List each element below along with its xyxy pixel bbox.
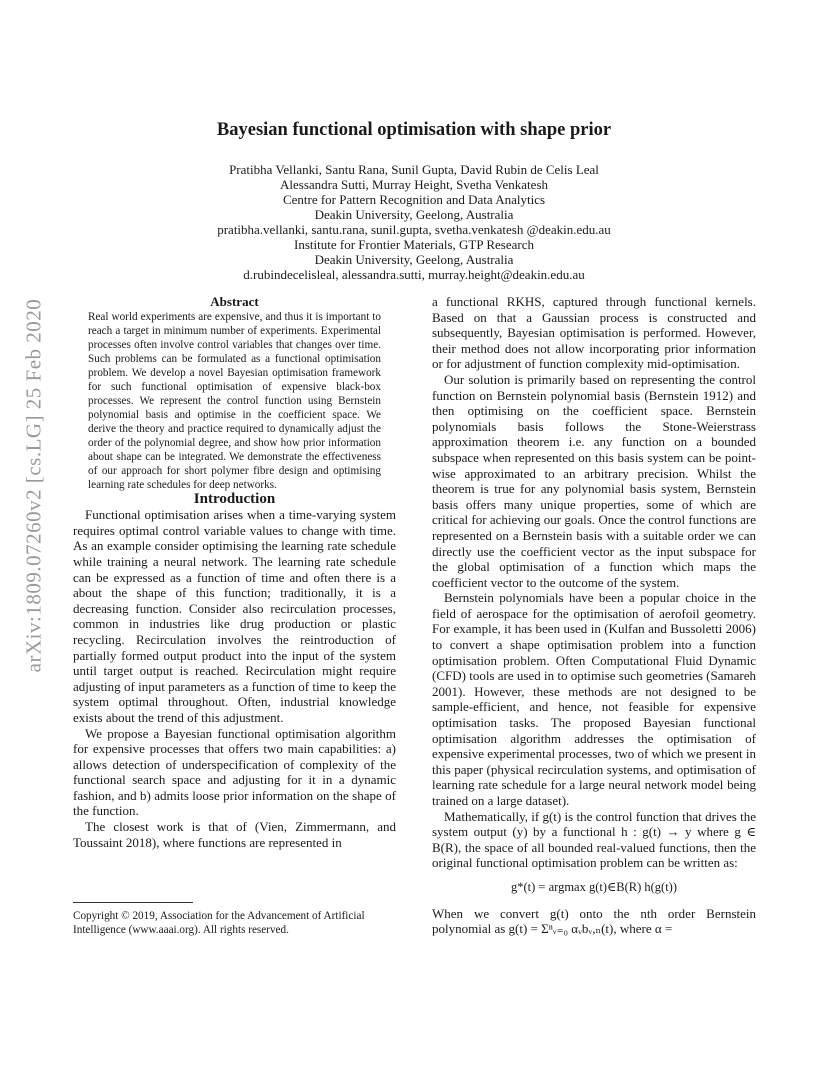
affiliation-line: Centre for Pattern Recognition and Data Analytics <box>282 192 546 207</box>
left-column <box>73 294 396 850</box>
email-line: pratibha.vellanki, santu.rana, sunil.gupta, svetha.venkatesh @deakin.edu.au <box>217 222 611 237</box>
footnote-rule <box>73 902 193 903</box>
body-paragraph: a functional RKHS, captured through functional kernels. Based on that a Gaussian process is constructed and subsequently, Bayesian optimisation is performed. However, their method does not allow incorporating prior information or for adjustment of function complexity mid-optimisation. <box>432 294 756 372</box>
body-paragraph: Bernstein polynomials have been a popular choice in the field of aerospace for the optimisation of aerofoil geometry. For example, it has been used in (Kulfan and Bussoletti 2006) to convert a shape optimisation problem into a function optimisation problem. Often Computational Fluid Dynamic (CFD) tools are used in to optimise such geometries (Samareh 2001). However, these methods are not designed to be sample-efficient, and hence, not feasible for expensive optimisation tasks. The proposed Bayesian functional optimisation algorithm addresses the optimisation of expensive experimental processes, two of which we present in this paper (physical recirculation systems, and optimisation of learning rate schedule for a large neural network model being trained on a large dataset). <box>432 590 756 808</box>
affiliation-line: Deakin University, Geelong, Australia <box>314 252 514 267</box>
body-paragraph: When we convert g(t) onto the nth order Bernstein polynomial as g(t) = Σⁿᵥ₌₀ αᵥbᵥ,ₙ(t), where α = <box>432 905 756 937</box>
author-line: Alessandra Sutti, Murray Height, Svetha Venkatesh <box>279 177 549 192</box>
introduction-heading: Introduction <box>193 490 276 507</box>
abstract-text: Real world experiments are expensive, and thus it is important to reach a target in minimum number of experiments. Experimental processes often involve control variables that changes over time. Such problems can be formulated as a functional optimisation problem. We develop a novel Bayesian optimisation framework for such functional optimisation of expensive black-box processes. We represent the control function using Bernstein polynomial basis and optimise in the coefficient space. We derive the theory and practice required to dynamically adjust the order of the polynomial degree, and show how prior information about shape can be integrated. We demonstrate the effectiveness of our approach for short polymer fibre design and optimising learning rate schedules for deep networks. <box>88 310 381 491</box>
body-paragraph: The closest work is that of (Vien, Zimmermann, and Toussaint 2018), where functions are represented in <box>73 819 396 850</box>
body-paragraph: Our solution is primarily based on representing the control function on Bernstein polynomial basis (Bernstein 1912) and then optimising on the coefficient space. Bernstein polynomials basis follows the Stone-Weierstrass approximation theorem i.e. any function on a bounded subspace when represented on this basis system can be point-wise approximated to an arbitrary precision. Whilst the theorem is true for any polynomial basis system, Bernstein basis offers many unique properties, some of which are critical for achieving our goals. Once the control functions are represented on a Bernstein basis with a suitable order we can directly use the coefficient vector as the input subspace for the global optimisation of a function which maps the coefficient vector to the outcome of the system. <box>432 371 756 590</box>
body-paragraph: Functional optimisation arises when a time-varying system requires optimal control variable values to change with time. As an example consider optimising the learning rate schedule while training a neural network. The learning rate schedule can be expressed as a function of time and often there is a about the shape of this function; traditionally, it is a decreasing function. Consider also recirculation processes, common in industries like drug production or plastic recycling. Recirculation involves the reintroduction of partially formed output product into the input of the system until target output is reached. Recirculation might require adjusting of input parameters as a function of time to keep the system optimal throughout. Often, industrial knowledge exists about the trend of this adjustment. <box>73 507 396 725</box>
affiliation-line: Deakin University, Geelong, Australia <box>314 207 514 222</box>
affiliation-line: Institute for Frontier Materials, GTP Research <box>294 237 534 252</box>
right-column <box>432 294 756 937</box>
author-line: Pratibha Vellanki, Santu Rana, Sunil Gupta, David Rubin de Celis Leal <box>229 162 599 177</box>
email-line: d.rubindecelisleal, alessandra.sutti, murray.height@deakin.edu.au <box>243 267 585 282</box>
copyright-text: Copyright © 2019, Association for the Advancement of Artificial Intelligence (www.aaai.org). All rights reserved. <box>73 910 365 936</box>
body-paragraph: We propose a Bayesian functional optimisation algorithm for expensive processes that offers two main capabilities: a) allows detection of underspecification of complexity of the functional search space and adjusting for it in a dynamic fashion, and b) admits loose prior information on the shape of the function. <box>73 725 396 819</box>
copyright-footnote <box>73 902 396 938</box>
author-block <box>120 162 708 282</box>
arxiv-identifier[interactable]: arXiv:1809.07260v2 [cs.LG] 25 Feb 2020 <box>21 298 46 672</box>
paper-title: Bayesian functional optimisation with shape prior <box>216 120 612 140</box>
arxiv-stamp <box>20 260 48 710</box>
equation: g*(t) = argmax g(t)∈B(R) h(g(t)) <box>510 879 678 894</box>
body-paragraph: Mathematically, if g(t) is the control function that drives the system output (y) by a functional h : g(t) → y where g ∈ B(R), the space of all bounded real-valued functions, then the original functional optimisation problem can be written as: <box>432 808 756 871</box>
abstract-heading: Abstract <box>210 294 259 309</box>
